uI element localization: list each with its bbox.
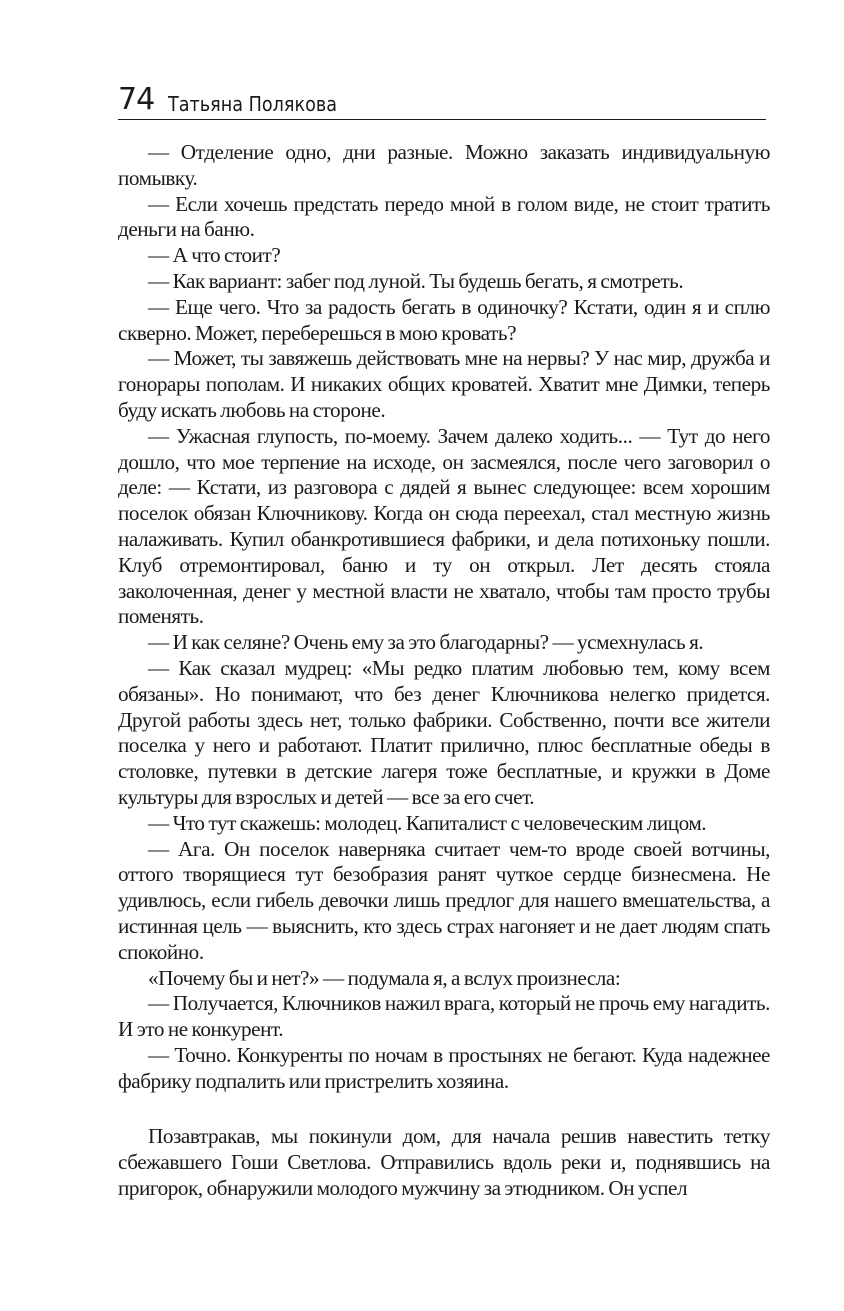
paragraph: — Как вариант: забег под луной. Ты будешь бегать, я смотреть.	[148, 268, 684, 293]
page-number: 74	[118, 82, 155, 117]
running-header	[118, 80, 766, 120]
paragraph: — А что стоит?	[148, 243, 281, 268]
paragraph: — Получается, Ключников нажил врага, который не прочь ему нагадить. И это не конкурент.	[118, 991, 770, 1042]
paragraph: — Точно. Конкуренты по ночам в простынях не бегают. Куда надежнее фабрику подпалить или пристрелить хозяина.	[118, 1042, 770, 1093]
paragraph: — Ага. Он поселок наверняка считает чем-то вроде своей вотчины, оттого творящиеся тут безобразия ранят чуткое сердце бизнесмена. Не удивлюсь, если гибель девочки лишь предлог для нашего вмешательства, а истинная цель — выяснить, кто здесь страх нагоняет и не дает людям спать спокойно.	[118, 836, 770, 964]
paragraph: — Если хочешь предстать передо мной в голом виде, не стоит тратить деньги на баню.	[118, 191, 770, 242]
paragraph: — Ужасная глупость, по-моему. Зачем далеко ходить... — Тут до него дошло, что мое терпение на исходе, он засмеялся, после чего заговорил о деле: — Кстати, из разговора с дядей я вынес следующее: всем хорошим поселок обязан Ключникову. Когда он сюда переехал, стал местную жизнь налаживать. Купил обанкротившиеся фабрики, и дела потихоньку пошли. Клуб отремонтировал, баню и ту он открыл. Лет десять стояла заколоченная, денег у местной власти не хватало, чтобы там просто трубы поменять.	[118, 423, 770, 629]
paragraph: «Почему бы и нет?» — подумала я, а вслух произнесла:	[148, 965, 621, 990]
paragraph: Позавтракав, мы покинули дом, для начала решив навестить тетку сбежавшего Гоши Светлова. Отправились вдоль реки и, поднявшись на пригорок, обнаружили молодого мужчину за этюдником. Он успел	[118, 1124, 770, 1201]
paragraph: — И как селяне? Очень ему за это благодарны? — усмехнулась я.	[148, 630, 704, 655]
paragraph: — Может, ты завяжешь действовать мне на нервы? У нас мир, дружба и гонорары пополам. И никаких общих кроватей. Хватит мне Димки, теперь буду искать любовь на стороне.	[118, 346, 770, 422]
body-text	[118, 140, 770, 1202]
author-name: Татьяна Полякова	[168, 92, 338, 116]
paragraph: — Как сказал мудрец: «Мы редко платим любовью тем, кому всем обязаны». Но понимают, что без денег Ключникова нелегко придется. Другой работы здесь нет, только фабрики. Собственно, почти все жители поселка у него и работают. Платит прилично, плюс бесплатные обеды в столовке, путевки в детские лагеря тоже бесплатные, и кружки в Доме культуры для взрослых и детей — все за его счет.	[118, 655, 770, 809]
paragraph: — Что тут скажешь: молодец. Капиталист с человеческим лицом.	[148, 810, 707, 835]
paragraph: — Отделение одно, дни разные. Можно заказать индивидуальную помывку.	[118, 140, 770, 190]
section-break	[118, 1094, 770, 1124]
paragraph: — Еще чего. Что за радость бегать в одиночку? Кстати, один я и сплю скверно. Может, переберешься в мою кровать?	[118, 294, 770, 345]
